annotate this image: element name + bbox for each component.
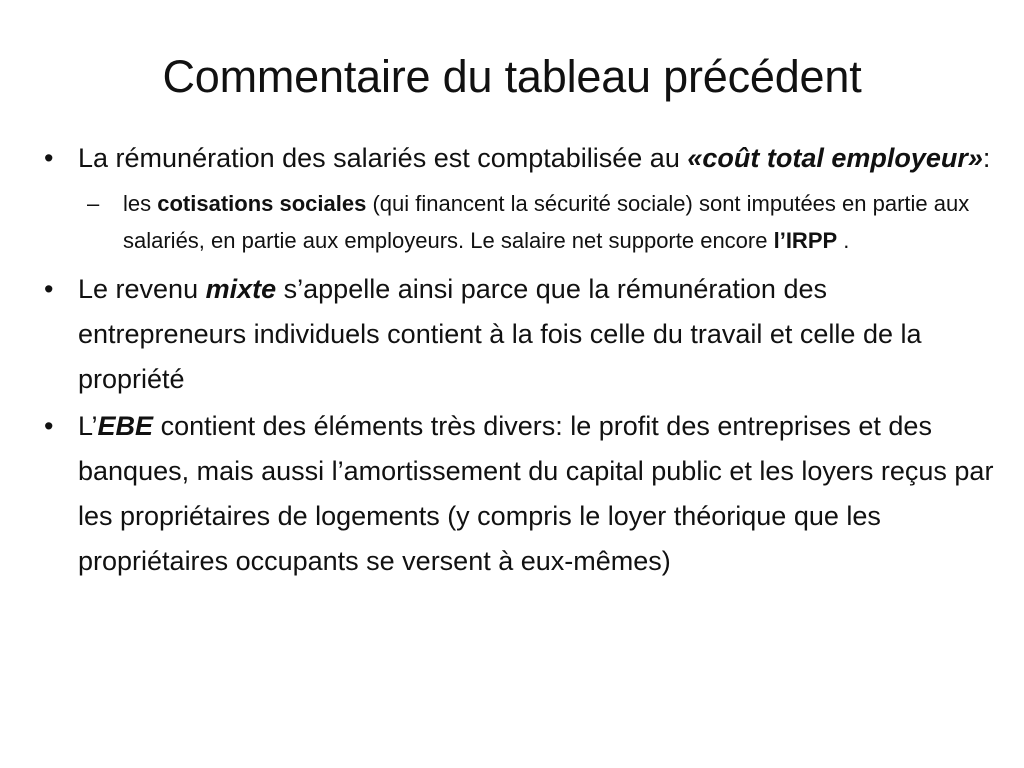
bullet-text-end: : <box>982 143 991 173</box>
sub-bullet-text: les <box>123 191 158 216</box>
bullet-emphasis: EBE <box>97 411 154 441</box>
bullet-emphasis: «coût total employeur» <box>687 143 983 173</box>
bullet-item-revenu-mixte <box>44 267 994 402</box>
bullet-text: La rémunération des salariés est comptabilisée au <box>78 143 688 173</box>
bullet-marker: • <box>44 143 54 173</box>
sub-bullet-text-end: . <box>837 228 850 253</box>
sub-bullet-text-block <box>123 185 994 259</box>
dash-marker: – <box>87 191 100 216</box>
bullet-text-end: s’appelle ainsi parce que la rémunération des entrepreneurs individuels contient à la fois celle du travail et celle de la propriété <box>78 274 922 394</box>
bullet-text: Le revenu <box>78 274 206 304</box>
sub-bullet-cotisations <box>87 185 994 259</box>
bullet-item-ebe <box>44 404 994 584</box>
bullet-item-remuneration <box>44 136 994 181</box>
slide-title: Commentaire du tableau précédent <box>162 51 862 102</box>
bullet-marker: • <box>44 274 54 304</box>
bullet-emphasis: mixte <box>205 274 277 304</box>
bullet-text-end: contient des éléments très divers: le profit des entreprises et des banques, mais aussi l’amortissement du capital public et les loyers reçus par les propriétaires de logements (y compris le loyer théorique que les propriétaires occupants se versent à eux-mêmes) <box>78 411 994 576</box>
sub-bullet-bold-irpp: l’IRPP <box>773 228 838 253</box>
slide-content <box>44 136 994 586</box>
bullet-marker: • <box>44 411 54 441</box>
sub-bullet-text-mid: (qui financent la sécurité sociale) sont imputées en partie aux salariés, en partie aux employeurs. Le salaire net supporte encore <box>123 191 970 253</box>
sub-bullet-bold-cotisations: cotisations sociales <box>157 191 367 216</box>
bullet-text: L’ <box>78 411 98 441</box>
